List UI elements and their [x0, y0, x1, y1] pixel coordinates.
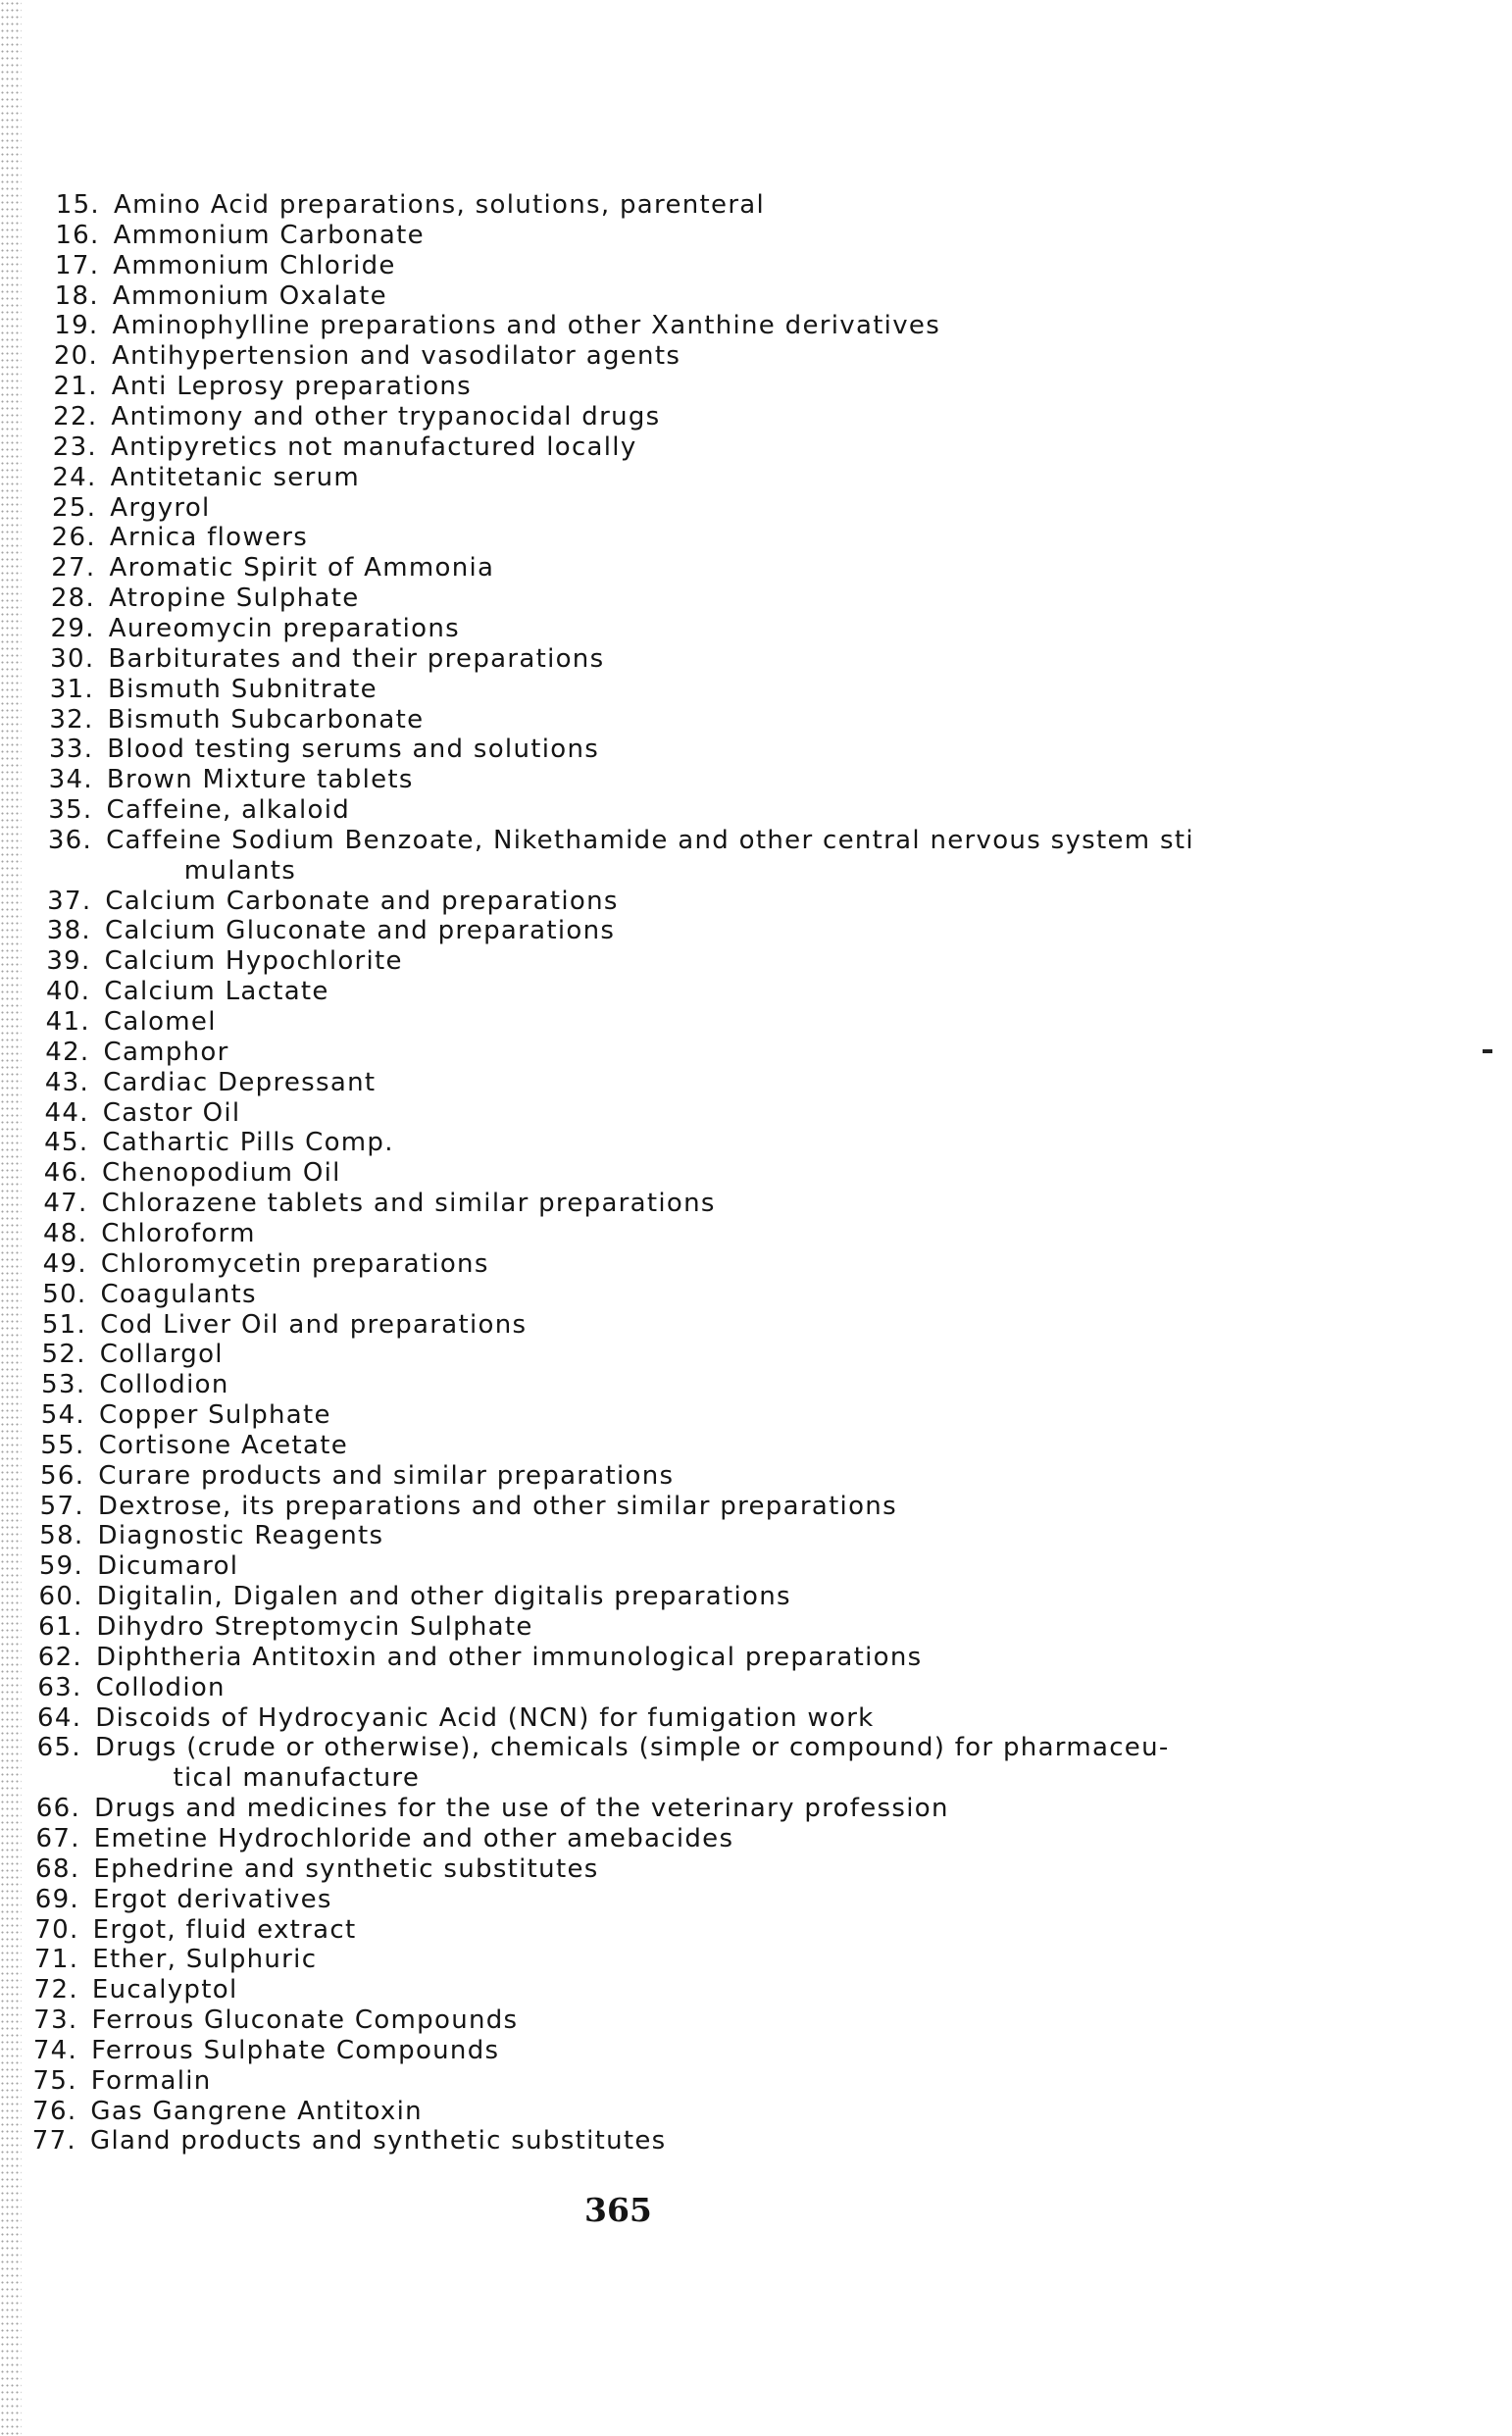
- item-number: 55.: [40, 1430, 85, 1460]
- item-text: Curare products and similar preparations: [98, 1460, 675, 1491]
- item-text: Digitalin, Digalen and other digitalis preparations: [96, 1582, 791, 1612]
- item-number: 59.: [38, 1551, 84, 1582]
- item-number: 77.: [31, 2126, 76, 2157]
- item-number: 16.: [55, 220, 100, 250]
- list-item: [28, 735, 599, 764]
- item-number: 54.: [40, 1400, 85, 1430]
- item-text: Anti Leprosy preparations: [111, 372, 473, 402]
- item-text: Aromatic Spirit of Ammonia: [109, 553, 495, 584]
- item-text: Bismuth Subnitrate: [108, 674, 378, 704]
- item-text: Calcium Gluconate and preparations: [105, 916, 616, 946]
- margin-mark: [1483, 1049, 1492, 1053]
- item-number: 56.: [40, 1460, 85, 1491]
- list-item: [14, 1975, 238, 2005]
- item-number: 57.: [39, 1491, 84, 1521]
- item-text: Ferrous Sulphate Compounds: [91, 2035, 500, 2065]
- item-text: Chlorazene tablets and similar preparations: [101, 1189, 716, 1219]
- item-text: Camphor: [103, 1037, 229, 1067]
- item-text: Arnica flowers: [109, 523, 309, 553]
- list-item: [31, 493, 210, 523]
- item-number: 42.: [45, 1037, 90, 1067]
- item-number: 43.: [44, 1067, 90, 1097]
- item-text: Caffeine, alkaloid: [106, 795, 351, 825]
- item-number: 38.: [46, 916, 91, 946]
- item-number: 36.: [47, 825, 93, 855]
- item-text: Collargol: [99, 1340, 224, 1370]
- item-text: Ephedrine and synthetic substitutes: [93, 1853, 599, 1884]
- item-number: 68.: [35, 1853, 80, 1884]
- item-text: Dihydro Streptomycin Sulphate: [96, 1612, 533, 1642]
- item-number: 60.: [38, 1582, 83, 1612]
- list-item: [15, 1915, 357, 1945]
- item-number: 34.: [48, 765, 93, 795]
- item-number: 20.: [53, 341, 99, 372]
- list-item: [18, 1612, 532, 1642]
- item-number: 29.: [50, 613, 95, 643]
- item-text: Antimony and other trypanocidal drugs: [111, 402, 661, 431]
- item-text: Amino Acid preparations, solutions, parenteral: [114, 190, 766, 220]
- item-text: Cardiac Depressant: [103, 1067, 377, 1097]
- item-number: 52.: [41, 1340, 86, 1370]
- list-item: [15, 1854, 598, 1884]
- list-item: [21, 1431, 348, 1460]
- list-item: [33, 372, 472, 401]
- item-number: 25.: [52, 492, 97, 523]
- item-number: 71.: [34, 1945, 79, 1975]
- list-item: [25, 1068, 376, 1097]
- item-number: 65.: [36, 1733, 81, 1763]
- item-text: Bismuth Subcarbonate: [107, 704, 425, 735]
- list-item: [28, 765, 414, 794]
- item-text: Emetine Hydrochloride and other amebacides: [93, 1823, 734, 1853]
- item-continuation: tical manufacture: [173, 1763, 421, 1794]
- list-item: [35, 221, 425, 250]
- list-item: [23, 1249, 489, 1279]
- item-number: 74.: [32, 2035, 78, 2065]
- item-text: Atropine Sulphate: [109, 584, 360, 613]
- list-item: [29, 705, 425, 735]
- list-item: [18, 1673, 226, 1702]
- item-text: Gland products and synthetic substitutes: [90, 2126, 667, 2157]
- list-item: [16, 1794, 949, 1823]
- item-number: 21.: [53, 372, 98, 402]
- item-text: Ergot derivatives: [93, 1884, 332, 1914]
- item-text: Antihypertension and vasodilator agents: [112, 341, 681, 372]
- list-item: [25, 1038, 229, 1067]
- item-number: 15.: [55, 190, 100, 220]
- page-number: 365: [584, 2191, 652, 2229]
- item-text: Cortisone Acetate: [98, 1430, 348, 1460]
- list-item: [14, 1945, 317, 1974]
- item-number: 44.: [44, 1097, 89, 1128]
- item-number: 46.: [43, 1158, 88, 1189]
- list-item: [30, 614, 460, 643]
- item-text: Cathartic Pills Comp.: [102, 1128, 394, 1158]
- item-text: Discoids of Hydrocyanic Acid (NCN) for fumigation work: [95, 1702, 875, 1733]
- item-number: 23.: [52, 431, 97, 462]
- item-number: 45.: [44, 1128, 89, 1158]
- item-text: Ammonium Oxalate: [112, 280, 387, 311]
- item-text: Coagulants: [100, 1279, 257, 1309]
- item-number: 17.: [55, 250, 100, 280]
- item-text: Chenopodium Oil: [102, 1158, 341, 1189]
- list-item: [14, 2005, 519, 2035]
- item-text: Aureomycin preparations: [108, 613, 460, 643]
- item-text: Castor Oil: [102, 1097, 241, 1128]
- list-item: [32, 432, 637, 462]
- list-item: [32, 402, 660, 431]
- item-number: 72.: [33, 1975, 78, 2005]
- item-text: Collodion: [99, 1370, 229, 1400]
- list-item: [12, 2126, 667, 2156]
- item-number: 31.: [49, 674, 94, 704]
- item-number: 63.: [37, 1672, 82, 1702]
- list-item: [24, 1128, 393, 1157]
- item-number: 30.: [50, 643, 95, 674]
- item-number: 49.: [42, 1248, 87, 1279]
- item-number: 37.: [47, 886, 92, 916]
- item-text: Eucalyptol: [91, 1975, 238, 2005]
- list-item: [23, 1219, 255, 1248]
- item-text: Caffeine Sodium Benzoate, Nikethamide and other central nervous system sti: [106, 825, 1194, 855]
- item-text: Collodion: [95, 1672, 226, 1702]
- list-item: [16, 1824, 734, 1853]
- item-text: Antitetanic serum: [110, 462, 360, 492]
- item-text: Ammonium Carbonate: [113, 220, 425, 250]
- item-number: 47.: [43, 1189, 88, 1219]
- item-text: Calomel: [103, 1007, 217, 1037]
- item-number: 64.: [37, 1702, 82, 1733]
- item-number: 35.: [48, 795, 93, 825]
- item-number: 22.: [53, 402, 98, 431]
- item-text: Barbiturates and their preparations: [108, 643, 605, 674]
- item-text: Gas Gangrene Antitoxin: [90, 2096, 423, 2126]
- item-number: 76.: [32, 2096, 77, 2126]
- list-item: [19, 1582, 791, 1611]
- list-item: [33, 341, 680, 371]
- item-number: 27.: [51, 553, 96, 584]
- item-number: 73.: [33, 2005, 78, 2035]
- list-item: [30, 584, 359, 613]
- list-item: [19, 1551, 238, 1581]
- list-item: [13, 2066, 212, 2096]
- list-item: [25, 1098, 241, 1128]
- list-item: [31, 553, 495, 583]
- item-number: 58.: [39, 1521, 84, 1551]
- item-text: Chloromycetin preparations: [100, 1248, 489, 1279]
- item-text: Antipyretics not manufactured locally: [111, 431, 637, 462]
- item-text: Calcium Carbonate and preparations: [105, 886, 619, 916]
- item-number: 39.: [46, 946, 91, 977]
- item-number: 32.: [49, 704, 94, 735]
- item-number: 19.: [54, 311, 99, 341]
- list-item: [25, 1007, 217, 1037]
- item-text: Drugs (crude or otherwise), chemicals (simple or compound) for pharmaceu-: [94, 1733, 1170, 1763]
- list-item: [17, 1733, 1170, 1762]
- list-item: [28, 795, 351, 825]
- list-item: [25, 977, 328, 1006]
- list-item: [27, 826, 1194, 855]
- item-text: Ferrous Gluconate Compounds: [91, 2005, 519, 2035]
- list-item: [34, 251, 395, 280]
- item-text: Diphtheria Antitoxin and other immunological preparations: [96, 1642, 923, 1672]
- item-number: 24.: [52, 462, 97, 492]
- list-item: [20, 1492, 897, 1521]
- item-text: Blood testing serums and solutions: [107, 735, 600, 765]
- item-number: 33.: [49, 735, 94, 765]
- list-item: [34, 311, 941, 340]
- item-text: Ether, Sulphuric: [92, 1945, 318, 1975]
- item-text: Aminophylline preparations and other Xanthine derivatives: [112, 311, 941, 341]
- list-item: [22, 1310, 527, 1340]
- item-text: Copper Sulphate: [99, 1400, 331, 1430]
- item-number: 18.: [54, 280, 99, 311]
- list-item: [35, 190, 765, 220]
- list-item: [32, 463, 360, 492]
- item-number: 53.: [41, 1370, 86, 1400]
- list-item: [17, 1703, 874, 1733]
- list-item: [24, 1158, 341, 1188]
- item-number: 51.: [41, 1309, 87, 1340]
- list-item: [24, 1189, 716, 1218]
- list-item: [18, 1643, 923, 1672]
- item-number: 61.: [38, 1612, 83, 1642]
- item-number: 48.: [43, 1218, 88, 1248]
- item-number: 40.: [46, 977, 91, 1007]
- item-number: 70.: [34, 1914, 79, 1945]
- item-text: Ergot, fluid extract: [92, 1914, 357, 1945]
- list-item: [21, 1370, 228, 1399]
- item-text: Formalin: [90, 2065, 212, 2096]
- item-text: Brown Mixture tablets: [106, 765, 414, 795]
- item-number: 67.: [35, 1823, 80, 1853]
- item-continuation: mulants: [183, 855, 297, 886]
- list-item: [31, 523, 308, 552]
- item-text: Dicumarol: [97, 1551, 239, 1582]
- item-number: 50.: [42, 1279, 87, 1309]
- list-item: [26, 916, 615, 945]
- item-text: Cod Liver Oil and preparations: [100, 1309, 528, 1340]
- item-text: Ammonium Chloride: [113, 250, 396, 280]
- item-text: Chloroform: [101, 1218, 256, 1248]
- list-item: [34, 281, 387, 311]
- item-number: 69.: [34, 1884, 79, 1914]
- list-item: [15, 1885, 332, 1914]
- item-number: 66.: [35, 1794, 81, 1824]
- item-number: 62.: [37, 1642, 82, 1672]
- list-item: [26, 887, 618, 916]
- list-item: [22, 1340, 224, 1369]
- list-item: [26, 946, 403, 976]
- item-number: 26.: [51, 523, 96, 553]
- item-number: 28.: [50, 584, 96, 613]
- item-number: 75.: [32, 2065, 77, 2096]
- item-text: Calcium Lactate: [104, 977, 329, 1007]
- item-text: Calcium Hypochlorite: [104, 946, 403, 977]
- item-text: Drugs and medicines for the use of the veterinary profession: [94, 1794, 949, 1824]
- list-item: [13, 2036, 499, 2065]
- item-text: Dextrose, its preparations and other similar preparations: [97, 1491, 897, 1521]
- list-item: [12, 2097, 422, 2126]
- item-text: Argyrol: [110, 492, 211, 523]
- item-number: 41.: [45, 1007, 90, 1037]
- list-item: [23, 1280, 257, 1309]
- list-item: [20, 1461, 674, 1491]
- list-item: [21, 1400, 331, 1430]
- list-item: [29, 675, 378, 704]
- list-item: [29, 644, 604, 674]
- item-text: Diagnostic Reagents: [97, 1521, 384, 1551]
- list-item: [20, 1521, 384, 1550]
